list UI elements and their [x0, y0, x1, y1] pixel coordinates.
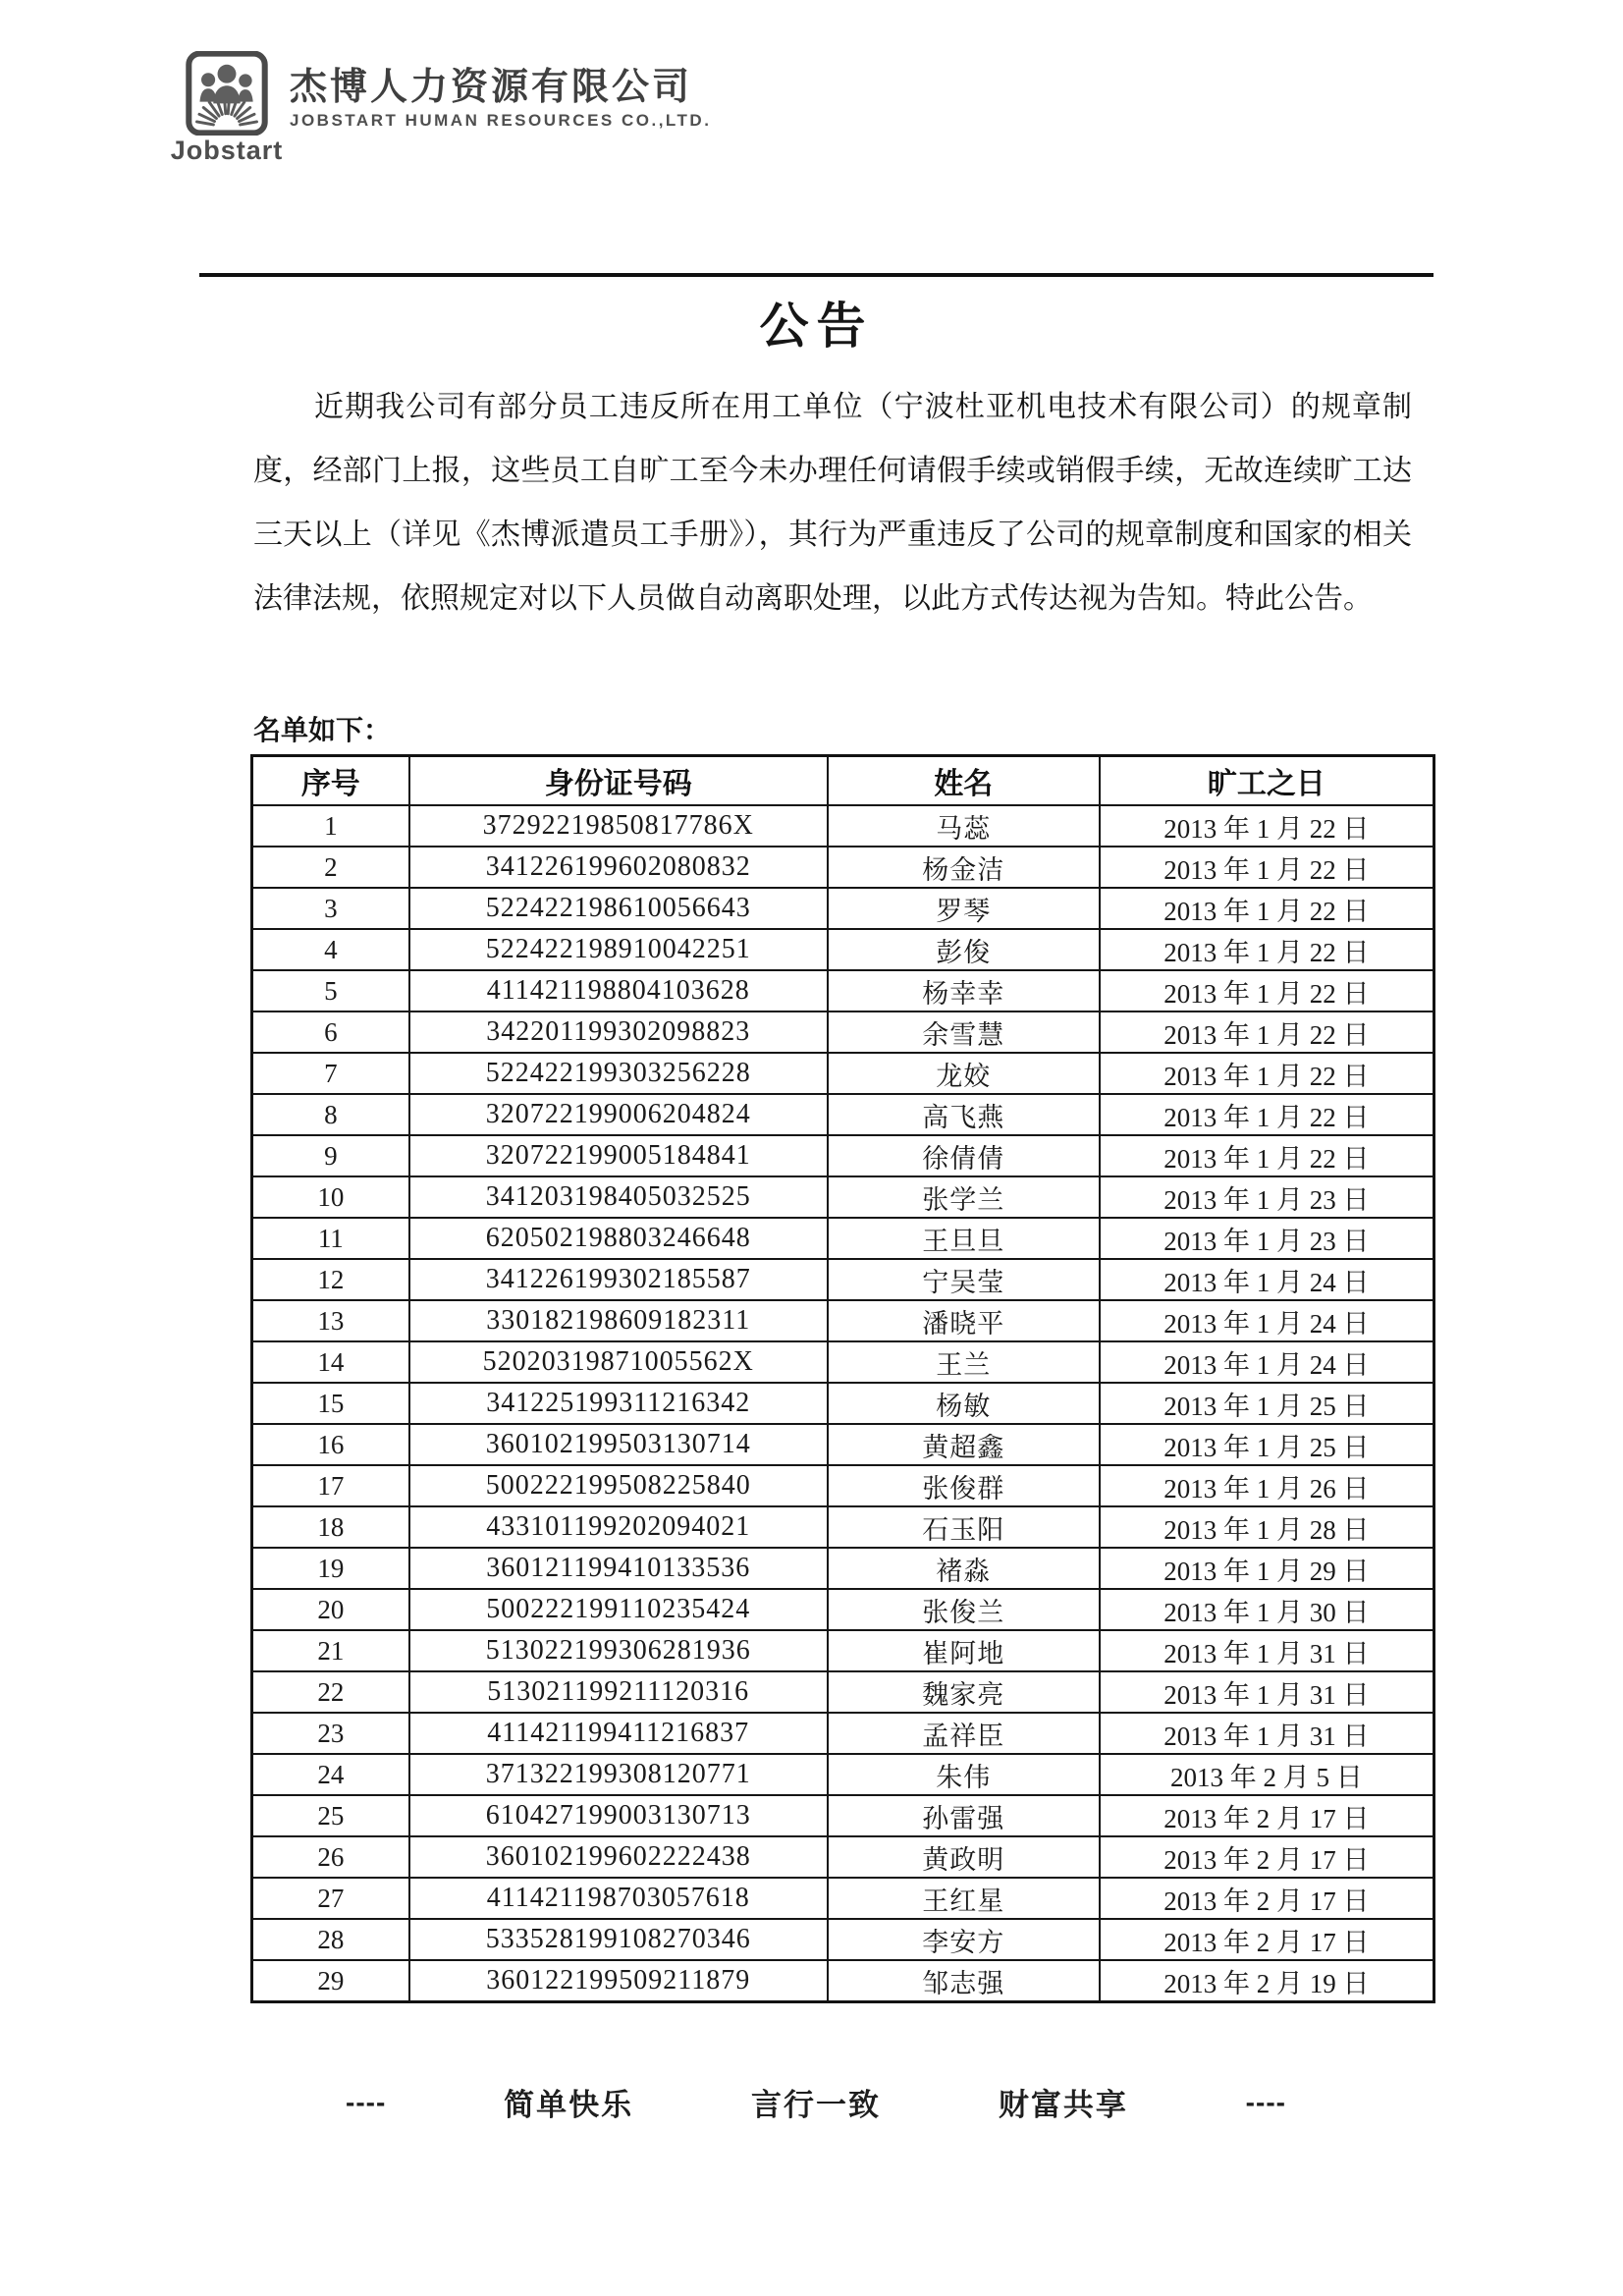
cell-id-number: 342201199302098823 — [409, 1011, 828, 1053]
cell-index: 29 — [252, 1960, 409, 2002]
cell-index: 12 — [252, 1259, 409, 1300]
table-row — [252, 1548, 1434, 1589]
table-row — [252, 1341, 1434, 1383]
cell-absence-date: 2013 年 1 月 23 日 — [1100, 1218, 1434, 1259]
cell-absence-date: 2013 年 2 月 5 日 — [1100, 1754, 1434, 1795]
cell-name: 李安方 — [828, 1919, 1100, 1960]
cell-index: 10 — [252, 1176, 409, 1218]
cell-id-number: 411421198703057618 — [409, 1878, 828, 1919]
table-row — [252, 1176, 1434, 1218]
footer-dashes-right: ---- — [1245, 2086, 1286, 2117]
cell-index: 8 — [252, 1094, 409, 1135]
cell-index: 28 — [252, 1919, 409, 1960]
table-row — [252, 1506, 1434, 1548]
cell-absence-date: 2013 年 1 月 24 日 — [1100, 1259, 1434, 1300]
cell-id-number: 37292219850817786X — [409, 805, 828, 847]
cell-index: 9 — [252, 1135, 409, 1176]
page-title: 公告 — [759, 299, 874, 354]
table-row — [252, 1671, 1434, 1713]
col-header-index: 序号 — [252, 756, 409, 806]
table-row — [252, 1713, 1434, 1754]
cell-absence-date: 2013 年 1 月 26 日 — [1100, 1465, 1434, 1506]
cell-absence-date: 2013 年 1 月 25 日 — [1100, 1424, 1434, 1465]
announcement-paragraph: 近期我公司有部分员工违反所在用工单位（宁波杜亚机电技术有限公司）的规章制度，经部门上报，这些员工自旷工至今未办理任何请假手续或销假手续，无故连续旷工达三天以上（详见《杰博派遣员工手册》），其行为严重违反了公司的规章制度和国家的相关法律法规，依照规定对以下人员做自动离职处理，以此方式传达视为告知。特此公告。 — [253, 391, 1412, 615]
logo-wordmark: Jobstart — [170, 136, 284, 165]
cell-absence-date: 2013 年 1 月 31 日 — [1100, 1713, 1434, 1754]
table-row — [252, 1011, 1434, 1053]
cell-index: 3 — [252, 888, 409, 929]
cell-index: 5 — [252, 970, 409, 1011]
cell-name: 邹志强 — [828, 1960, 1100, 2002]
cell-name: 徐倩倩 — [828, 1135, 1100, 1176]
cell-index: 20 — [252, 1589, 409, 1630]
col-header-id-number: 身份证号码 — [409, 756, 828, 806]
table-row — [252, 1795, 1434, 1836]
table-row — [252, 1465, 1434, 1506]
cell-name: 崔阿地 — [828, 1630, 1100, 1671]
cell-index: 21 — [252, 1630, 409, 1671]
cell-id-number: 522422198610056643 — [409, 888, 828, 929]
col-header-name: 姓名 — [828, 756, 1100, 806]
cell-index: 26 — [252, 1836, 409, 1878]
cell-name: 朱伟 — [828, 1754, 1100, 1795]
table-row — [252, 1919, 1434, 1960]
table-row — [252, 1424, 1434, 1465]
cell-name: 王兰 — [828, 1341, 1100, 1383]
cell-name: 石玉阳 — [828, 1506, 1100, 1548]
cell-id-number: 341226199602080832 — [409, 847, 828, 888]
table-row — [252, 888, 1434, 929]
cell-absence-date: 2013 年 1 月 22 日 — [1100, 888, 1434, 929]
cell-name: 余雪慧 — [828, 1011, 1100, 1053]
table-row — [252, 1259, 1434, 1300]
cell-absence-date: 2013 年 1 月 22 日 — [1100, 1094, 1434, 1135]
footer-slogans — [346, 2080, 1286, 2124]
cell-index: 6 — [252, 1011, 409, 1053]
cell-id-number: 330182198609182311 — [409, 1300, 828, 1341]
cell-absence-date: 2013 年 1 月 22 日 — [1100, 1011, 1434, 1053]
cell-name: 潘晓平 — [828, 1300, 1100, 1341]
cell-index: 16 — [252, 1424, 409, 1465]
cell-id-number: 522422198910042251 — [409, 929, 828, 970]
cell-id-number: 533528199108270346 — [409, 1919, 828, 1960]
cell-id-number: 522422199303256228 — [409, 1053, 828, 1094]
cell-index: 17 — [252, 1465, 409, 1506]
cell-absence-date: 2013 年 1 月 22 日 — [1100, 970, 1434, 1011]
cell-id-number: 360121199410133536 — [409, 1548, 828, 1589]
cell-name: 彭俊 — [828, 929, 1100, 970]
cell-absence-date: 2013 年 1 月 31 日 — [1100, 1630, 1434, 1671]
cell-absence-date: 2013 年 1 月 31 日 — [1100, 1671, 1434, 1713]
cell-absence-date: 2013 年 1 月 25 日 — [1100, 1383, 1434, 1424]
cell-name: 王旦旦 — [828, 1218, 1100, 1259]
cell-absence-date: 2013 年 2 月 17 日 — [1100, 1795, 1434, 1836]
table-row — [252, 970, 1434, 1011]
table-row — [252, 1836, 1434, 1878]
cell-id-number: 411421199411216837 — [409, 1713, 828, 1754]
cell-id-number: 500222199110235424 — [409, 1589, 828, 1630]
table-row — [252, 1589, 1434, 1630]
cell-absence-date: 2013 年 2 月 17 日 — [1100, 1836, 1434, 1878]
cell-id-number: 433101199202094021 — [409, 1506, 828, 1548]
cell-index: 19 — [252, 1548, 409, 1589]
cell-id-number: 620502198803246648 — [409, 1218, 828, 1259]
cell-id-number: 320722199006204824 — [409, 1094, 828, 1135]
cell-name: 高飞燕 — [828, 1094, 1100, 1135]
cell-id-number: 371322199308120771 — [409, 1754, 828, 1795]
footer-dashes-left: ---- — [346, 2086, 387, 2117]
cell-absence-date: 2013 年 1 月 22 日 — [1100, 805, 1434, 847]
cell-index: 22 — [252, 1671, 409, 1713]
cell-index: 1 — [252, 805, 409, 847]
table-row — [252, 1218, 1434, 1259]
cell-name: 黄超鑫 — [828, 1424, 1100, 1465]
footer-slogan-1: 简单快乐 — [504, 2088, 634, 2123]
cell-index: 23 — [252, 1713, 409, 1754]
cell-id-number: 513022199306281936 — [409, 1630, 828, 1671]
cell-absence-date: 2013 年 1 月 29 日 — [1100, 1548, 1434, 1589]
cell-name: 褚淼 — [828, 1548, 1100, 1589]
table-row — [252, 1754, 1434, 1795]
table-row — [252, 1383, 1434, 1424]
table-row — [252, 1300, 1434, 1341]
cell-absence-date: 2013 年 1 月 22 日 — [1100, 1135, 1434, 1176]
cell-absence-date: 2013 年 1 月 22 日 — [1100, 929, 1434, 970]
table-body — [252, 805, 1434, 2002]
cell-name: 魏家亮 — [828, 1671, 1100, 1713]
header-divider — [199, 273, 1434, 277]
cell-index: 11 — [252, 1218, 409, 1259]
cell-index: 24 — [252, 1754, 409, 1795]
company-names — [290, 51, 711, 131]
cell-name: 王红星 — [828, 1878, 1100, 1919]
company-logo — [170, 51, 712, 166]
table-row — [252, 1135, 1434, 1176]
cell-absence-date: 2013 年 2 月 19 日 — [1100, 1960, 1434, 2002]
footer-slogan-3: 财富共享 — [998, 2088, 1128, 2123]
cell-absence-date: 2013 年 1 月 24 日 — [1100, 1300, 1434, 1341]
cell-name: 张俊兰 — [828, 1589, 1100, 1630]
cell-name: 龙姣 — [828, 1053, 1100, 1094]
table-row — [252, 1053, 1434, 1094]
cell-name: 杨金洁 — [828, 847, 1100, 888]
cell-index: 2 — [252, 847, 409, 888]
absentee-table — [250, 754, 1435, 2003]
cell-name: 杨敏 — [828, 1383, 1100, 1424]
cell-index: 7 — [252, 1053, 409, 1094]
cell-absence-date: 2013 年 2 月 17 日 — [1100, 1919, 1434, 1960]
cell-id-number: 360102199503130714 — [409, 1424, 828, 1465]
cell-id-number: 360122199509211879 — [409, 1960, 828, 2002]
cell-index: 27 — [252, 1878, 409, 1919]
cell-name: 孙雷强 — [828, 1795, 1100, 1836]
cell-index: 15 — [252, 1383, 409, 1424]
cell-absence-date: 2013 年 1 月 22 日 — [1100, 1053, 1434, 1094]
cell-id-number: 411421198804103628 — [409, 970, 828, 1011]
cell-absence-date: 2013 年 1 月 30 日 — [1100, 1589, 1434, 1630]
table-row — [252, 1094, 1434, 1135]
cell-name: 黄政明 — [828, 1836, 1100, 1878]
cell-absence-date: 2013 年 1 月 22 日 — [1100, 847, 1434, 888]
cell-name: 孟祥臣 — [828, 1713, 1100, 1754]
company-name-en: JOBSTART HUMAN RESOURCES CO.,LTD. — [290, 110, 712, 130]
col-header-absence-date: 旷工之日 — [1100, 756, 1434, 806]
table-row — [252, 1878, 1434, 1919]
cell-id-number: 341225199311216342 — [409, 1383, 828, 1424]
footer-slogan-2: 言行一致 — [750, 2088, 881, 2123]
list-label: 名单如下： — [253, 714, 392, 746]
cell-absence-date: 2013 年 1 月 28 日 — [1100, 1506, 1434, 1548]
cell-absence-date: 2013 年 1 月 23 日 — [1100, 1176, 1434, 1218]
cell-id-number: 52020319871005562X — [409, 1341, 828, 1383]
cell-id-number: 610427199003130713 — [409, 1795, 828, 1836]
cell-id-number: 320722199005184841 — [409, 1135, 828, 1176]
cell-absence-date: 2013 年 2 月 17 日 — [1100, 1878, 1434, 1919]
table-row — [252, 805, 1434, 847]
cell-name: 宁吴莹 — [828, 1259, 1100, 1300]
logo-mark — [170, 51, 284, 166]
cell-id-number: 513021199211120316 — [409, 1671, 828, 1713]
cell-index: 25 — [252, 1795, 409, 1836]
cell-name: 张俊群 — [828, 1465, 1100, 1506]
cell-id-number: 341203198405032525 — [409, 1176, 828, 1218]
cell-id-number: 341226199302185587 — [409, 1259, 828, 1300]
cell-index: 13 — [252, 1300, 409, 1341]
cell-id-number: 500222199508225840 — [409, 1465, 828, 1506]
cell-name: 张学兰 — [828, 1176, 1100, 1218]
table-header-row — [252, 756, 1434, 806]
cell-absence-date: 2013 年 1 月 24 日 — [1100, 1341, 1434, 1383]
company-name-cn: 杰博人力资源有限公司 — [290, 65, 693, 108]
cell-name: 杨幸幸 — [828, 970, 1100, 1011]
cell-index: 18 — [252, 1506, 409, 1548]
cell-name: 马蕊 — [828, 805, 1100, 847]
cell-name: 罗琴 — [828, 888, 1100, 929]
cell-index: 14 — [252, 1341, 409, 1383]
cell-index: 4 — [252, 929, 409, 970]
table-row — [252, 929, 1434, 970]
table-row — [252, 1960, 1434, 2002]
table-row — [252, 847, 1434, 888]
jobstart-people-sunburst-icon — [184, 51, 270, 136]
cell-id-number: 360102199602222438 — [409, 1836, 828, 1878]
table-row — [252, 1630, 1434, 1671]
